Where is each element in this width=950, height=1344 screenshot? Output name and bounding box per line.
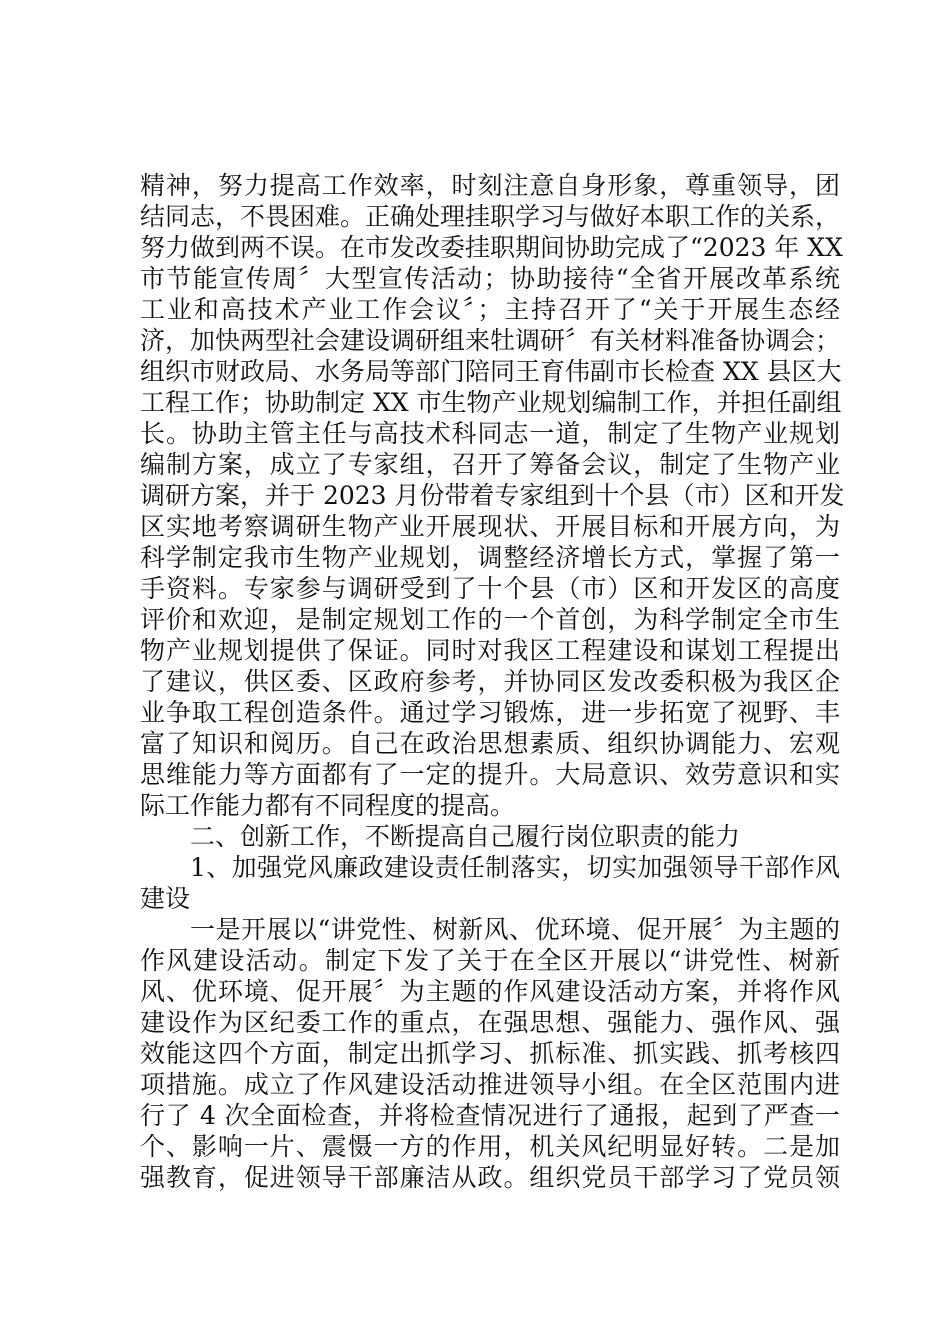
paragraph-1-line: 思维能力等方面都有了一定的提升。大局意识、效劳意识和实 (140, 760, 840, 789)
paragraph-4-line: 效能这四个方面，制定出抓学习、抓标准、抓实践、抓考核四 (140, 1039, 840, 1068)
paragraph-1-line: 业争取工程创造条件。通过学习锻炼，进一步拓宽了视野、丰 (140, 698, 840, 727)
document-body (140, 170, 845, 1193)
paragraph-1-line: 工业和高技术产业工作会议〞；主持召开了“关于开展生态经 (140, 295, 840, 324)
paragraph-1-line: 努力做到两不误。在市发改委挂职期间协助完成了“2023 年 XX (140, 233, 843, 262)
paragraph-1-line: 物产业规划提供了保证。同时对我区工程建设和谋划工程提出 (140, 636, 840, 665)
paragraph-4-line: 一是开展以“讲党性、树新风、优环境、促开展〞为主题的 (190, 915, 840, 944)
paragraph-1-line: 组织市财政局、水务局等部门陪同王育伟副市长检查 XX 县区大 (140, 357, 842, 386)
paragraph-1-line: 结同志，不畏困难。正确处理挂职学习与做好本职工作的关系， (140, 202, 841, 231)
paragraph-4-line: 个、影响一片、震慑一方的作用，机关风纪明显好转。二是加 (140, 1132, 840, 1161)
paragraph-4-line: 建设作为区纪委工作的重点，在强思想、强能力、强作风、强 (140, 1008, 840, 1037)
paragraph-1-line: 精神，努力提高工作效率，时刻注意自身形象，尊重领导，团 (140, 171, 840, 200)
paragraph-1-line: 际工作能力都有不同程度的提高。 (140, 791, 516, 820)
paragraph-3-line: 1、加强党风廉政建设责任制落实，切实加强领导干部作风 (190, 853, 840, 882)
paragraph-4-line: 行了 4 次全面检查，并将检查情况进行了通报，起到了严查一 (140, 1101, 840, 1130)
paragraph-1-line: 市节能宣传周〞大型宣传活动；协助接待“全省开展改革系统 (140, 264, 840, 293)
paragraph-4-line: 作风建设活动。制定下发了关于在全区开展以“讲党性、树新 (140, 946, 840, 975)
paragraph-1-line: 评价和欢迎，是制定规划工作的一个首创，为科学制定全市生 (140, 605, 840, 634)
paragraph-1-line: 工程工作；协助制定 XX 市生物产业规划编制工作，并担任副组 (140, 388, 842, 417)
paragraph-1-line: 了建议，供区委、区政府参考，并协同区发改委积极为我区企 (140, 667, 840, 696)
paragraph-1-line: 编制方案，成立了专家组，召开了筹备会议，制定了生物产业 (140, 450, 840, 479)
paragraph-1-line: 长。协助主管主任与高技术科同志一道，制定了生物产业规划 (140, 419, 840, 448)
paragraph-1-line: 区实地考察调研生物产业开展现状、开展目标和开展方向，为 (140, 512, 840, 541)
paragraph-4-line: 风、优环境、促开展〞为主题的作风建设活动方案，并将作风 (140, 977, 840, 1006)
paragraph-1-line: 科学制定我市生物产业规划，调整经济增长方式，掌握了第一 (140, 543, 840, 572)
paragraph-1-line: 手资料。专家参与调研受到了十个县（市）区和开发区的高度 (140, 574, 840, 603)
paragraph-1-line: 调研方案，并于 2023 月份带着专家组到十个县（市）区和开发 (140, 481, 845, 510)
paragraph-3-line: 建设 (140, 884, 191, 913)
paragraph-4-line: 项措施。成立了作风建设活动推进领导小组。在全区范围内进 (140, 1070, 840, 1099)
paragraph-1-line: 富了知识和阅历。自己在政治思想素质、组织协调能力、宏观 (140, 729, 840, 758)
paragraph-4-line: 强教育，促进领导干部廉洁从政。组织党员干部学习了党员领 (140, 1163, 840, 1192)
paragraph-2-line: 二、创新工作，不断提高自己履行岗位职责的能力 (190, 822, 741, 851)
paragraph-1-line: 济，加快两型社会建设调研组来牡调研〞有关材料准备协调会； (140, 326, 841, 355)
